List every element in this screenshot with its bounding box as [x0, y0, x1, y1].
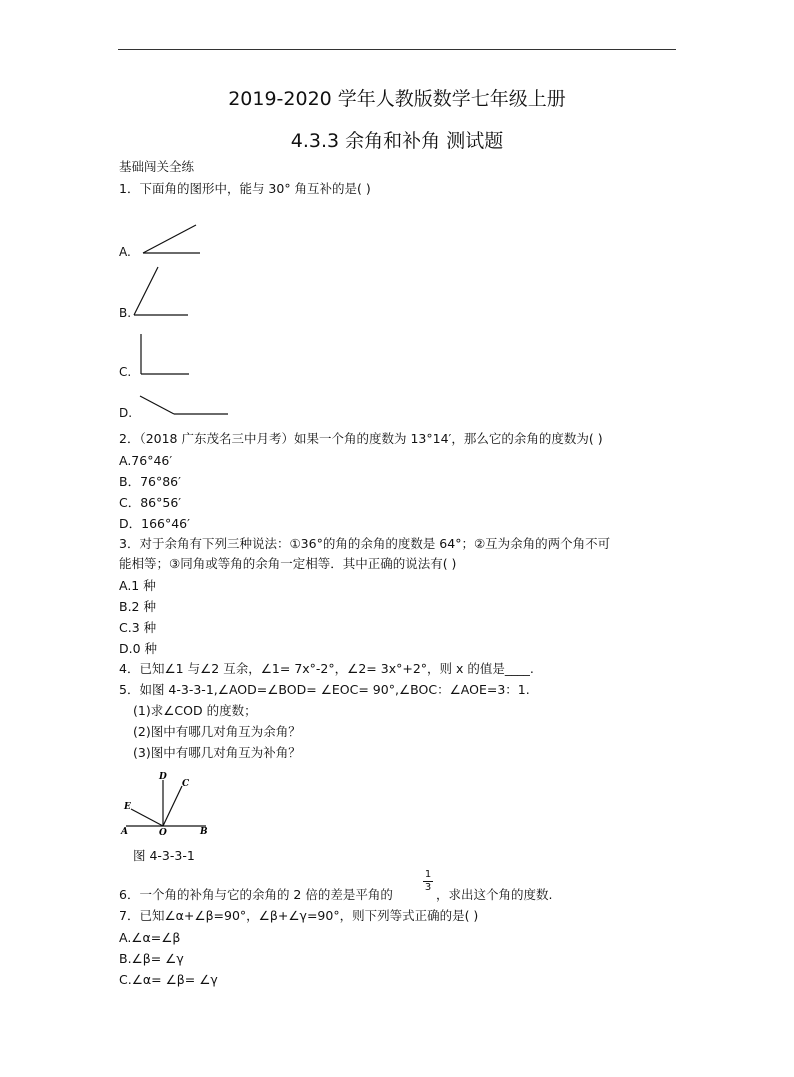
q5-figure [118, 770, 218, 836]
q6-stem-after: ，求出这个角的度数. [436, 887, 553, 902]
q5-stem: 5．如图 4-3-3-1,∠AOD=∠BOD= ∠EOC= 90°,∠BOC：∠AOE=3：1. [119, 682, 530, 697]
q1-figure-b [128, 262, 198, 322]
q3-option-b: B.2 种 [119, 599, 156, 614]
q3-stem-line1: 3．对于余角有下列三种说法：①36°的角的余角的度数是 64°；②互为余角的两个角不可 [119, 536, 611, 551]
q4-stem: 4．已知∠1 与∠2 互余，∠1= 7x°-2°，∠2= 3x°+2°，则 x 的值是____. [119, 661, 534, 676]
q3-stem-line2: 能相等；③同角或等角的余角一定相等．其中正确的说法有( ) [119, 556, 457, 571]
q1-stem: 1．下面角的图形中，能与 30° 角互补的是( ) [119, 181, 371, 196]
q1-figure-d [136, 392, 232, 418]
q7-option-a: A.∠α=∠β [119, 930, 181, 945]
q1-option-d-label: D. [119, 406, 133, 420]
q2-stem: 2．（2018 广东茂名三中月考）如果一个角的度数为 13°14′，那么它的余角的度数为( ) [119, 431, 603, 446]
q1-option-c-label: C. [119, 365, 132, 379]
q7-stem: 7．已知∠α+∠β=90°，∠β+∠γ=90°，则下列等式正确的是( ) [119, 908, 479, 923]
page-subtitle: 4.3.3 余角和补角 测试题 [290, 130, 504, 152]
q3-option-d: D.0 种 [119, 641, 158, 656]
q5-part-2: (2)图中有哪几对角互为余角？ [133, 724, 301, 739]
q6-stem-before: 6．一个角的补角与它的余角的 2 倍的差是平角的 [119, 887, 393, 902]
q1-option-b-label: B. [119, 306, 132, 320]
q6-frac-denominator: 3 [424, 882, 432, 893]
q7-option-b: B.∠β= ∠γ [119, 951, 184, 966]
fig-label-c: C [182, 779, 190, 789]
q3-option-c: C.3 种 [119, 620, 157, 635]
q1-option-a-label: A. [119, 245, 131, 259]
fig-label-b: B [200, 827, 208, 836]
q2-option-c: C．86°56′ [119, 495, 182, 510]
header-rule [118, 49, 676, 50]
q2-option-b: B．76°86′ [119, 474, 181, 489]
fig-label-o: O [159, 828, 167, 836]
q6-fraction [423, 870, 433, 893]
q2-option-a: A.76°46′ [119, 453, 173, 468]
section-heading: 基础闯关全练 [119, 159, 195, 174]
q3-option-a: A.1 种 [119, 578, 156, 593]
q6-frac-numerator: 1 [424, 869, 432, 880]
fig-label-d: D [159, 772, 167, 782]
q2-option-d: D．166°46′ [119, 516, 190, 531]
fig-label-a: A [121, 827, 128, 836]
q7-option-c: C.∠α= ∠β= ∠γ [119, 972, 218, 987]
q5-part-1: (1)求∠COD 的度数； [133, 703, 257, 718]
fig-label-e: E [124, 802, 131, 812]
page-title: 2019-2020 学年人教版数学七年级上册 [228, 88, 566, 110]
q5-part-3: (3)图中有哪几对角互为补角？ [133, 745, 301, 760]
q1-figure-c [135, 330, 195, 380]
q1-figure-a [138, 220, 208, 260]
q5-figure-caption: 图 4-3-3-1 [133, 848, 195, 863]
